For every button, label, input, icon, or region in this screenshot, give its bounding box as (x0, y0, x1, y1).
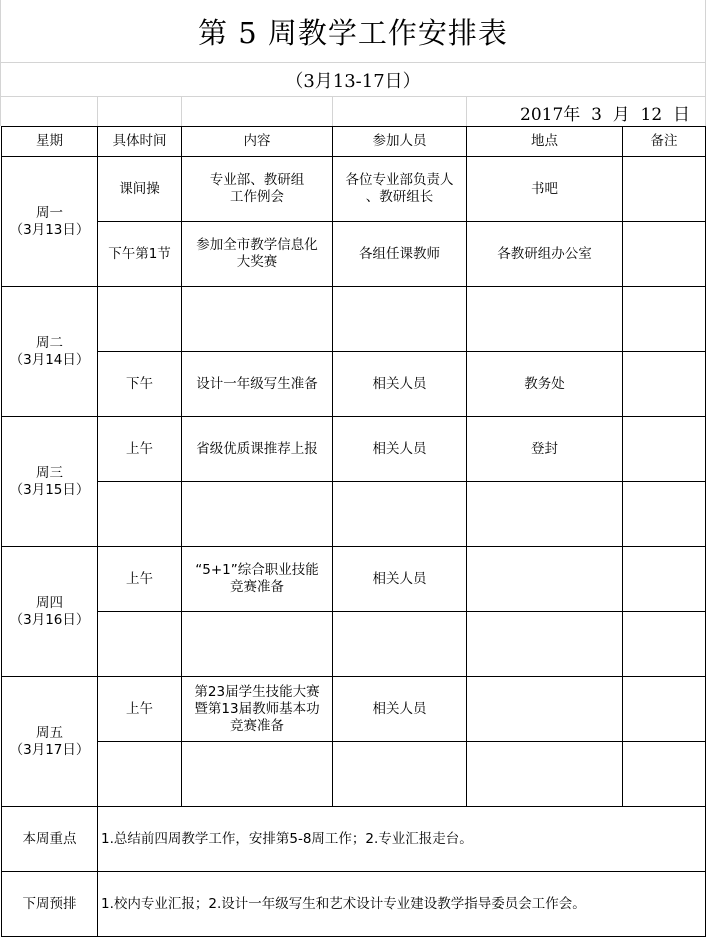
place-cell[interactable] (467, 287, 623, 352)
issue-date: 2017年 3 月 12 日 (520, 104, 690, 125)
note-cell[interactable] (623, 742, 706, 807)
note-cell[interactable] (623, 222, 706, 287)
people-cell[interactable]: 各位专业部负责人 、教研组长 (333, 157, 467, 222)
note-cell[interactable] (623, 547, 706, 612)
place-cell[interactable] (467, 742, 623, 807)
table-row (2, 482, 706, 547)
people-cell[interactable]: 相关人员 (333, 547, 467, 612)
table-row (2, 222, 706, 287)
content-cell[interactable]: 参加全市教学信息化 大奖赛 (182, 222, 333, 287)
summary-text[interactable]: 1.校内专业汇报；2.设计一年级写生和艺术设计专业建设教学指导委员会工作会。 (98, 872, 706, 937)
summary-label[interactable]: 本周重点 (2, 807, 98, 872)
gridline (97, 97, 98, 126)
date-range: （3月13-17日） (285, 71, 421, 92)
gridline (466, 97, 467, 126)
gridline (181, 97, 182, 126)
sheet-title: 第 5 周教学工作安排表 (198, 15, 508, 50)
content-cell[interactable] (182, 287, 333, 352)
people-cell[interactable] (333, 612, 467, 677)
time-cell[interactable]: 上午 (98, 677, 182, 742)
time-cell[interactable]: 上午 (98, 417, 182, 482)
table-row (2, 742, 706, 807)
table-row (2, 677, 706, 742)
content-cell[interactable]: 专业部、教研组 工作例会 (182, 157, 333, 222)
summary-text[interactable]: 1.总结前四周教学工作，安排第5-8周工作；2.专业汇报走台。 (98, 807, 706, 872)
note-cell[interactable] (623, 352, 706, 417)
note-cell[interactable] (623, 287, 706, 352)
people-cell[interactable] (333, 482, 467, 547)
time-cell[interactable]: 上午 (98, 547, 182, 612)
content-cell[interactable] (182, 482, 333, 547)
people-cell[interactable]: 相关人员 (333, 352, 467, 417)
day-cell[interactable]: 周二 （3月14日） (2, 287, 98, 417)
content-cell[interactable]: 第23届学生技能大赛 暨第13届教师基本功 竞赛准备 (182, 677, 333, 742)
table-row (2, 547, 706, 612)
people-cell[interactable]: 相关人员 (333, 417, 467, 482)
gridline (332, 97, 333, 126)
table-row (2, 417, 706, 482)
time-cell[interactable] (98, 287, 182, 352)
column-header[interactable]: 内容 (182, 127, 333, 157)
people-cell[interactable]: 各组任课教师 (333, 222, 467, 287)
place-cell[interactable] (467, 677, 623, 742)
summary-row (2, 807, 706, 872)
place-cell[interactable]: 书吧 (467, 157, 623, 222)
day-cell[interactable]: 周五 （3月17日） (2, 677, 98, 807)
header-row (2, 127, 706, 157)
time-cell[interactable]: 下午 (98, 352, 182, 417)
table-row (2, 352, 706, 417)
people-cell[interactable] (333, 287, 467, 352)
table-row (2, 157, 706, 222)
place-cell[interactable]: 登封 (467, 417, 623, 482)
note-cell[interactable] (623, 612, 706, 677)
content-cell[interactable] (182, 742, 333, 807)
time-cell[interactable] (98, 612, 182, 677)
note-cell[interactable] (623, 157, 706, 222)
summary-row (2, 872, 706, 937)
place-cell[interactable]: 教务处 (467, 352, 623, 417)
content-cell[interactable] (182, 612, 333, 677)
content-cell[interactable]: 省级优质课推荐上报 (182, 417, 333, 482)
note-cell[interactable] (623, 482, 706, 547)
place-cell[interactable]: 各教研组办公室 (467, 222, 623, 287)
time-cell[interactable]: 课间操 (98, 157, 182, 222)
place-cell[interactable] (467, 547, 623, 612)
time-cell[interactable]: 下午第1节 (98, 222, 182, 287)
schedule-table (1, 126, 706, 937)
column-header[interactable]: 具体时间 (98, 127, 182, 157)
note-cell[interactable] (623, 417, 706, 482)
people-cell[interactable]: 相关人员 (333, 677, 467, 742)
note-cell[interactable] (623, 677, 706, 742)
column-header[interactable]: 备注 (623, 127, 706, 157)
content-cell[interactable]: 设计一年级写生准备 (182, 352, 333, 417)
place-cell[interactable] (467, 612, 623, 677)
time-cell[interactable] (98, 482, 182, 547)
day-cell[interactable]: 周三 （3月15日） (2, 417, 98, 547)
table-row (2, 287, 706, 352)
gridline (0, 96, 706, 97)
column-header[interactable]: 参加人员 (333, 127, 467, 157)
place-cell[interactable] (467, 482, 623, 547)
column-header[interactable]: 星期 (2, 127, 98, 157)
gridline (0, 62, 706, 63)
table-row (2, 612, 706, 677)
summary-label[interactable]: 下周预排 (2, 872, 98, 937)
column-header[interactable]: 地点 (467, 127, 623, 157)
people-cell[interactable] (333, 742, 467, 807)
content-cell[interactable]: “5+1”综合职业技能 竞赛准备 (182, 547, 333, 612)
day-cell[interactable]: 周一 （3月13日） (2, 157, 98, 287)
day-cell[interactable]: 周四 （3月16日） (2, 547, 98, 677)
time-cell[interactable] (98, 742, 182, 807)
